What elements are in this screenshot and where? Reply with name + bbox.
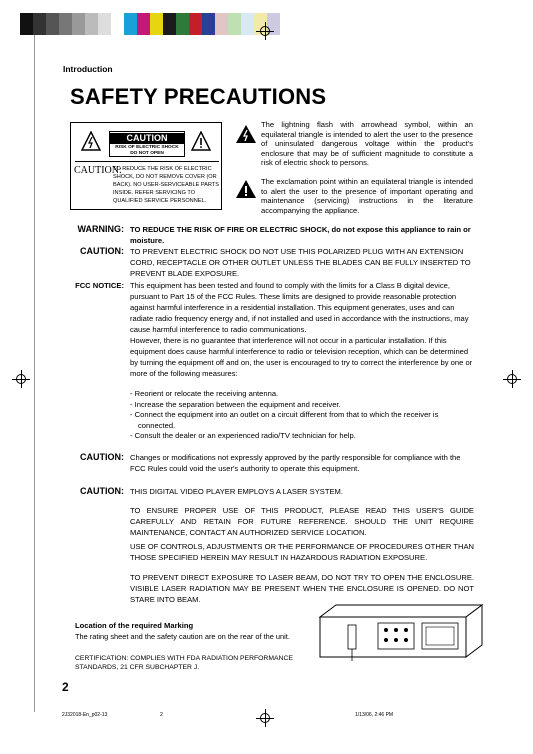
registration-mark-icon <box>505 372 519 386</box>
lightning-triangle-icon <box>235 124 257 144</box>
list-item: - Increase the separation between the equipment and receiver. <box>130 399 341 409</box>
lightning-triangle-icon <box>81 131 101 151</box>
color-swatch <box>20 13 33 35</box>
footer-date: 1/13/06, 2:46 PM <box>355 712 394 718</box>
page-title: SAFETY PRECAUTIONS <box>70 84 327 109</box>
color-swatch <box>33 13 46 35</box>
caution-box-text: TO REDUCE THE RISK OF ELECTRIC SHOCK, DO NOT REMOVE COVER (OR BACK). NO USER-SERVICEABLE PARTS INSIDE. REFER SERVICING TO QUALIFIED SERVICE PERSONNEL. <box>113 166 219 204</box>
exclamation-symbol-text: The exclamation point within an equilateral triangle is intended to alert the user to the presence of important operating and maintenance (servicing) instructions in the literature accompanying the appliance. <box>261 177 473 215</box>
color-swatch <box>202 13 215 35</box>
warning-text: TO REDUCE THE RISK OF FIRE OR ELECTRIC SHOCK, do not expose this appliance to rain or moisture. <box>130 225 471 245</box>
caution-box-label: CAUTION: <box>74 165 122 176</box>
caution-subtitle <box>110 145 184 156</box>
color-swatch <box>111 13 124 35</box>
color-swatch <box>150 13 163 35</box>
fcc-paragraph: However, there is no guarantee that interference will not occur in a particular installation. If this equipment does cause harmful interference to radio or television reception, which can be determined by turning the equipment off and on, the user is encouraged to try to correct the interference by one or more of the following measures: <box>130 336 473 378</box>
certification-text: CERTIFICATION: COMPLIES WITH FDA RADIATION PERFORMANCE STANDARDS, 21 CFR SUBCHAPTER J. <box>75 655 293 671</box>
color-swatch <box>215 13 228 35</box>
caution-text: Changes or modifications not expressly approved by the partly responsible for compliance with the FCC Rules could void the user's authority to operate this equipment. <box>130 453 461 473</box>
color-swatch <box>72 13 85 35</box>
caution-banner <box>109 131 185 157</box>
caution-title: CAUTION <box>110 133 184 144</box>
warning-label: WARNING: <box>77 224 124 234</box>
footer-file: 2J32018-En_p02-13 <box>62 712 108 718</box>
exclamation-triangle-icon <box>191 131 211 151</box>
color-swatch <box>176 13 189 35</box>
divider <box>75 161 219 162</box>
color-swatch <box>124 13 137 35</box>
fcc-paragraph: This equipment has been tested and found to comply with the limits for a Class B digital device, pursuant to Part 15 of the FCC Rules. These limits are designed to provide reasonable protection against harmful interference in a residential installation. This equipment generates, uses and can radiate radio frequency energy and, if not installed and used in accordance with the instructions, may cause harmful interference to radio communications. <box>130 281 469 334</box>
page-number: 2 <box>62 680 69 694</box>
list-item: - Connect the equipment into an outlet on a circuit different from that to which the receiver is connected. <box>130 410 439 430</box>
footer-page: 2 <box>160 712 163 718</box>
caution-text: USE OF CONTROLS, ADJUSTMENTS OR THE PERFORMANCE OF PROCEDURES OTHER THAN THOSE SPECIFIED HEREIN MAY RESULT IN HAZARDOUS RADIATION EXPOSURE. <box>130 542 475 562</box>
caution-label: CAUTION: <box>80 452 124 462</box>
caution-label: CAUTION: <box>80 486 124 496</box>
fcc-label: FCC NOTICE: <box>75 281 124 290</box>
exclamation-triangle-icon <box>235 179 257 199</box>
color-swatch <box>163 13 176 35</box>
color-swatch <box>59 13 72 35</box>
caution-text: THIS DIGITAL VIDEO PLAYER EMPLOYS A LASER SYSTEM. <box>130 487 343 496</box>
margin-line <box>34 22 35 712</box>
color-swatch <box>241 13 254 35</box>
color-swatch <box>85 13 98 35</box>
caution-text: TO PREVENT DIRECT EXPOSURE TO LASER BEAM, DO NOT TRY TO OPEN THE ENCLOSURE. VISIBLE LASER RADIATION MAY BE PRESENT WHEN THE ENCLOSURE IS OPENED. DO NOT STARE INTO BEAM. <box>130 573 474 604</box>
device-rear-illustration <box>316 603 486 663</box>
color-swatch <box>189 13 202 35</box>
caution-subtitle-line: RISK OF ELECTRIC SHOCK <box>115 145 179 150</box>
list-item: - Consult the dealer or an experienced radio/TV technician for help. <box>130 431 356 440</box>
color-swatch <box>137 13 150 35</box>
caution-subtitle-line: DO NOT OPEN <box>130 150 164 156</box>
fcc-measures-list <box>130 389 474 442</box>
list-item: - Reorient or relocate the receiving antenna. <box>130 389 279 398</box>
color-swatch <box>228 13 241 35</box>
registration-mark-icon <box>258 711 272 725</box>
color-calibration-bar <box>20 13 533 35</box>
section-label: Introduction <box>63 64 113 74</box>
color-swatch <box>98 13 111 35</box>
lightning-symbol-text: The lightning flash with arrowhead symbol, within an equilateral triangle is intended to alert the user to the presence of uninsulated dangerous voltage within the product's enclosure that may be of sufficient magnitude to constitute a risk of electric shock to persons. <box>261 120 473 168</box>
registration-mark-icon <box>258 24 272 38</box>
color-swatch <box>46 13 59 35</box>
location-title: Location of the required Marking <box>75 621 194 630</box>
registration-mark-icon <box>14 372 28 386</box>
location-text: The rating sheet and the safety caution are on the rear of the unit. <box>75 632 290 641</box>
caution-label: CAUTION: <box>80 246 124 256</box>
caution-label-box <box>70 122 222 210</box>
caution-text: TO PREVENT ELECTRIC SHOCK DO NOT USE THIS POLARIZED PLUG WITH AN EXTENSION CORD, RECEPTACLE OR OTHER OUTLET UNLESS THE BLADES CAN BE FULLY INSERTED TO PREVENT BLADE EXPOSURE. <box>130 247 471 278</box>
caution-text: TO ENSURE PROPER USE OF THIS PRODUCT, PLEASE READ THIS USER'S GUIDE CAREFULLY AND RETAIN FOR FUTURE REFERENCE. SHOULD THE UNIT REQUIRE MAINTENANCE, CONTACT AN AUTHORIZED SERVICE LOCATION. <box>130 506 474 537</box>
